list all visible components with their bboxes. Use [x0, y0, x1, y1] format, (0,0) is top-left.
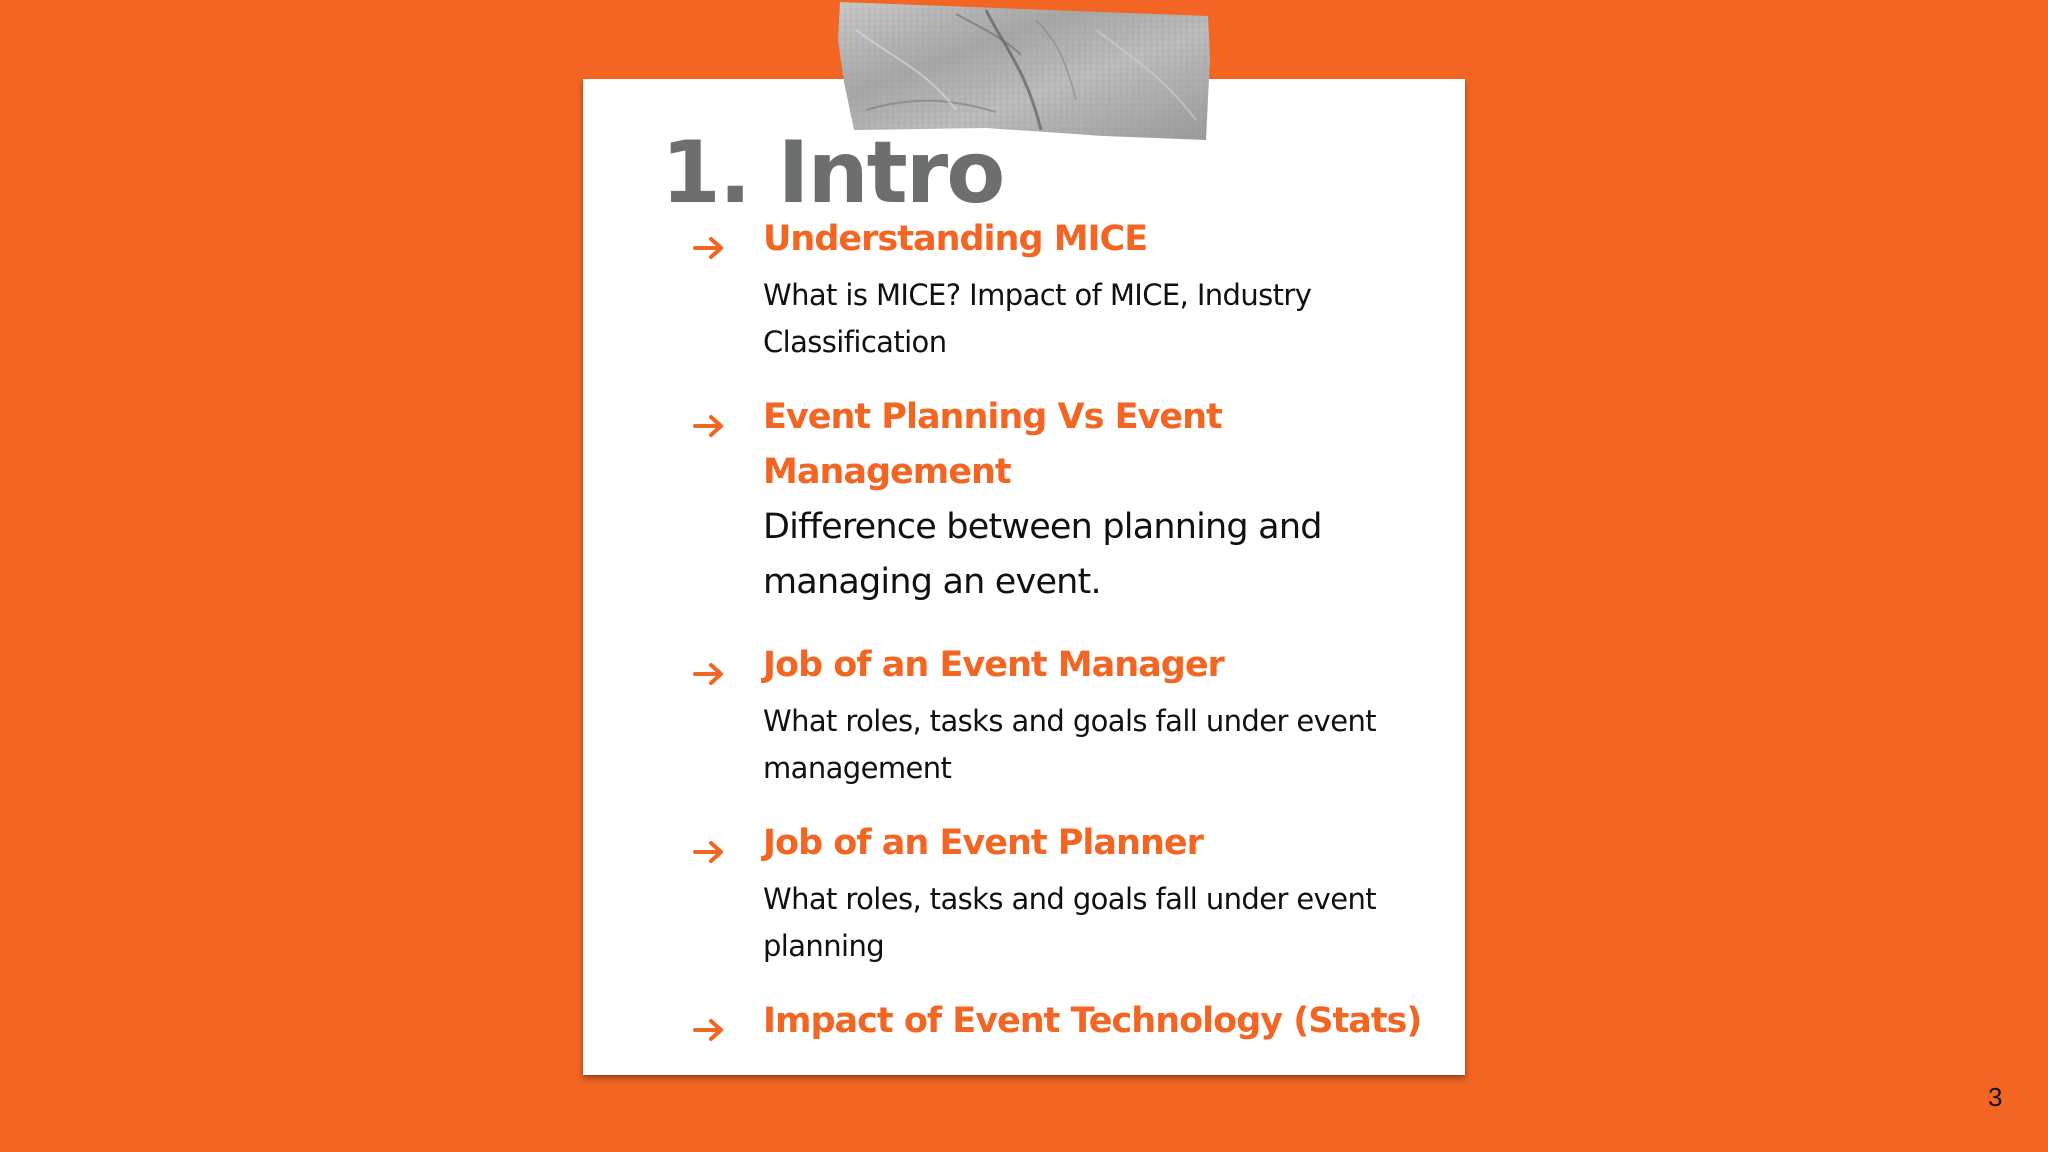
page-number: 3 — [1988, 1082, 2003, 1112]
right-arrow-icon — [693, 412, 727, 440]
item-heading: Job of an Event Planner — [763, 823, 1203, 863]
slide-title: 1. Intro — [661, 123, 1004, 223]
item-heading: Job of an Event Manager — [763, 645, 1224, 685]
item-description: Difference between planning and managing an event. — [763, 507, 1322, 602]
item-description: What roles, tasks and goals fall under event management — [763, 704, 1377, 785]
right-arrow-icon — [693, 838, 727, 866]
right-arrow-icon — [693, 660, 727, 688]
item-heading: Understanding MICE — [763, 219, 1148, 259]
item-description: What is MICE? Impact of MICE, Industry Classification — [763, 278, 1312, 359]
right-arrow-icon — [693, 234, 727, 262]
right-arrow-icon — [693, 1016, 727, 1044]
item-heading: Impact of Event Technology (Stats) — [763, 1001, 1422, 1041]
item-description: What roles, tasks and goals fall under event planning — [763, 882, 1377, 963]
item-heading: Event Planning Vs Event Management — [763, 397, 1222, 492]
